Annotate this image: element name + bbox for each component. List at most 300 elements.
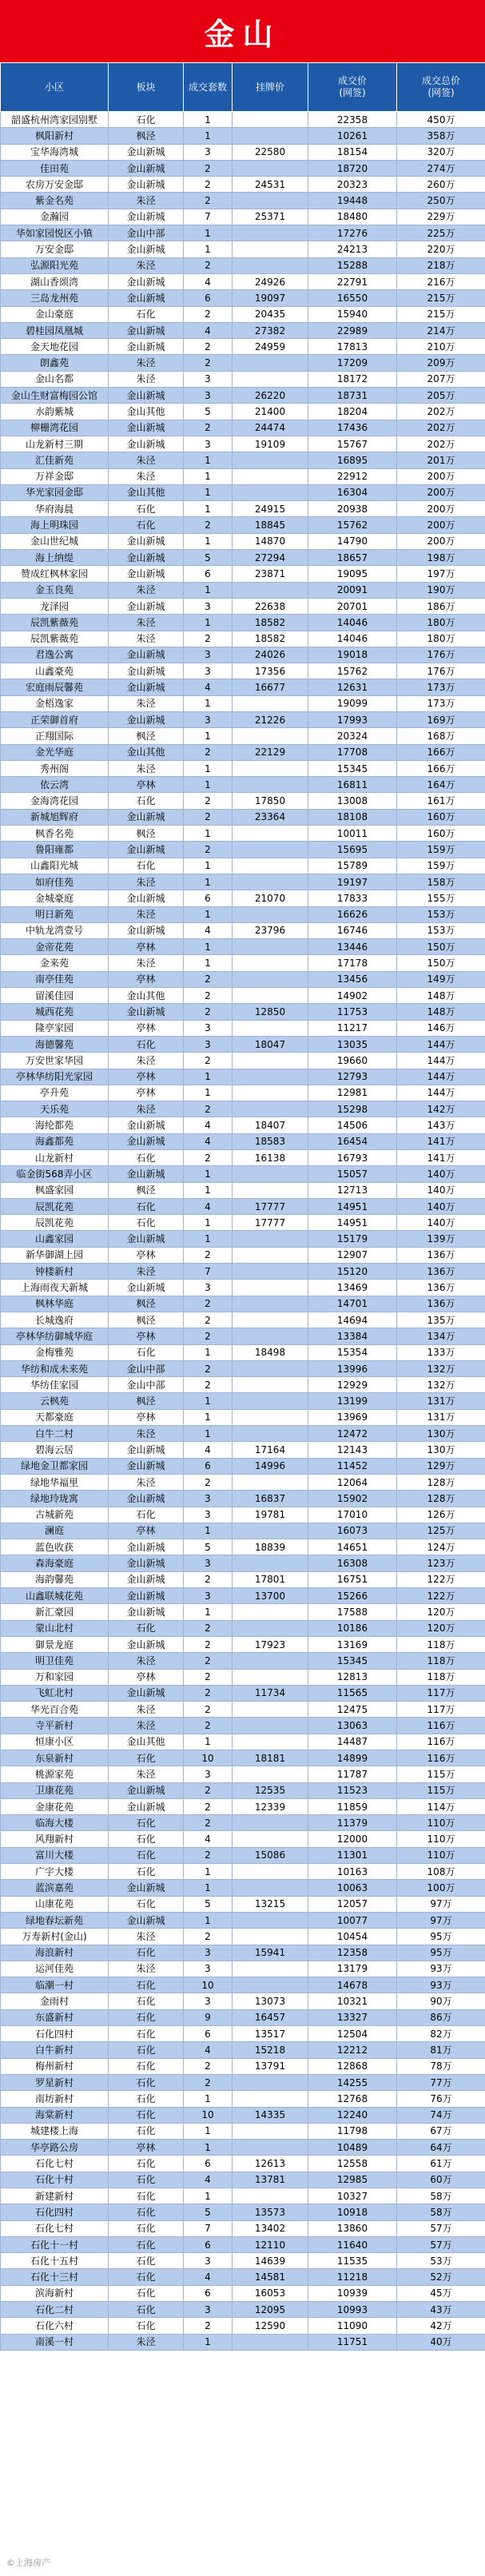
cell-deal-count: 2 [184,1815,233,1831]
cell-listing-price [233,582,308,598]
cell-community: 朗鑫苑 [1,355,109,371]
cell-listing-price [233,1426,308,1442]
cell-deal-count: 4 [184,2269,233,2285]
cell-community: 水韵紫城 [1,404,109,420]
table-row [1,339,485,355]
cell-deal-total-price: 201万 [397,452,485,468]
cell-deal-unit-price: 12212 [308,2042,397,2058]
cell-district: 金山新城 [109,436,184,452]
cell-district: 金山新城 [109,1782,184,1798]
cell-deal-count: 2 [184,257,233,273]
table-row [1,647,485,663]
cell-listing-price [233,1523,308,1539]
cell-deal-count: 2 [184,793,233,809]
cell-district: 石化 [109,1507,184,1523]
cell-listing-price [233,1264,308,1280]
table-row [1,2042,485,2058]
cell-listing-price: 16457 [233,2009,308,2025]
header-community: 小区 [1,63,109,112]
cell-deal-total-price: 169万 [397,711,485,727]
cell-deal-count: 1 [184,1912,233,1928]
cell-deal-unit-price: 18720 [308,160,397,176]
page-title: 金山 [0,0,485,62]
table-row [1,2220,485,2236]
cell-district: 石化 [109,306,184,322]
table-row [1,550,485,566]
cell-deal-total-price: 200万 [397,484,485,500]
cell-community: 新城旭辉府 [1,809,109,825]
cell-district: 朱泾 [109,615,184,631]
cell-community: 城建楼上海 [1,2123,109,2139]
table-row [1,971,485,987]
cell-deal-unit-price: 20324 [308,728,397,744]
cell-district: 金山新城 [109,711,184,727]
table-row [1,404,485,420]
watermark: ©上海房产 [6,2558,50,2568]
cell-community: 亭林华纺阳光家园 [1,1069,109,1085]
cell-district: 枫泾 [109,826,184,842]
cell-deal-count: 1 [184,777,233,793]
cell-deal-total-price: 215万 [397,290,485,306]
cell-deal-unit-price: 18204 [308,404,397,420]
cell-listing-price [233,1182,308,1198]
table-row [1,1069,485,1085]
cell-district: 石化 [109,2123,184,2139]
cell-deal-count: 1 [184,501,233,517]
cell-deal-total-price: 136万 [397,1280,485,1296]
cell-deal-total-price: 128万 [397,1474,485,1490]
cell-deal-count: 2 [184,339,233,355]
cell-listing-price [233,2074,308,2090]
cell-district: 枫泾 [109,1182,184,1198]
cell-deal-count: 2 [184,1620,233,1636]
cell-district: 金山新城 [109,1588,184,1604]
cell-deal-count: 1 [184,1166,233,1182]
cell-deal-total-price: 115万 [397,1766,485,1782]
cell-deal-total-price: 209万 [397,355,485,371]
cell-listing-price [233,955,308,971]
cell-deal-total-price: 215万 [397,306,485,322]
table-row [1,517,485,533]
cell-district: 金山新城 [109,1280,184,1296]
cell-deal-total-price: 320万 [397,144,485,160]
cell-deal-count: 3 [184,436,233,452]
cell-deal-total-price: 140万 [397,1215,485,1231]
cell-deal-total-price: 78万 [397,2058,485,2074]
cell-deal-unit-price: 19099 [308,695,397,711]
cell-district: 朱泾 [109,1474,184,1490]
cell-deal-unit-price: 12793 [308,1069,397,1085]
cell-district: 朱泾 [109,1053,184,1069]
transaction-table [0,62,485,2351]
cell-deal-total-price: 225万 [397,225,485,241]
cell-community: 海上纳缇 [1,550,109,566]
cell-deal-total-price: 149万 [397,971,485,987]
cell-deal-count: 3 [184,1507,233,1523]
cell-listing-price: 13517 [233,2026,308,2042]
cell-deal-unit-price: 16751 [308,1571,397,1587]
table-row [1,420,485,436]
cell-community: 万安世家华园 [1,1053,109,1069]
cell-listing-price [233,1101,308,1117]
cell-community: 山鑫联城花苑 [1,1588,109,1604]
cell-community: 富川大楼 [1,1847,109,1863]
cell-deal-count: 7 [184,2220,233,2236]
cell-deal-count: 2 [184,1101,233,1117]
cell-deal-count: 1 [184,582,233,598]
cell-deal-unit-price: 12907 [308,1247,397,1263]
cell-deal-count: 2 [184,517,233,533]
cell-district: 金山其他 [109,484,184,500]
cell-deal-unit-price: 16304 [308,484,397,500]
cell-listing-price: 13215 [233,1896,308,1912]
table-row [1,1588,485,1604]
table-row [1,533,485,549]
cell-district: 朱泾 [109,193,184,209]
cell-deal-unit-price: 18731 [308,388,397,404]
cell-deal-total-price: 128万 [397,1491,485,1507]
cell-listing-price: 16837 [233,1491,308,1507]
cell-community: 桃源家苑 [1,1766,109,1782]
cell-community: 三岛龙州苑 [1,290,109,306]
table-row [1,2074,485,2090]
cell-community: 海棠新村 [1,2107,109,2123]
cell-community: 龙泽园 [1,598,109,614]
cell-deal-unit-price: 16895 [308,452,397,468]
cell-district: 朱泾 [109,1101,184,1117]
cell-deal-total-price: 117万 [397,1702,485,1718]
cell-deal-unit-price: 10186 [308,1620,397,1636]
cell-deal-total-price: 150万 [397,939,485,955]
cell-community: 临潮一村 [1,1977,109,1993]
cell-community: 石化十一村 [1,2236,109,2252]
table-row [1,1718,485,1734]
cell-deal-count: 1 [184,1409,233,1425]
cell-listing-price [233,906,308,922]
cell-deal-unit-price: 11859 [308,1798,397,1814]
cell-district: 朱泾 [109,468,184,484]
cell-community: 临金街568弄小区 [1,1166,109,1182]
cell-listing-price [233,1734,308,1750]
cell-district: 亭林 [109,1020,184,1036]
cell-deal-count: 2 [184,306,233,322]
cell-deal-unit-price: 16626 [308,906,397,922]
cell-listing-price: 12095 [233,2302,308,2318]
cell-deal-total-price: 118万 [397,1653,485,1669]
cell-community: 石化十三村 [1,2269,109,2285]
cell-deal-total-price: 67万 [397,2123,485,2139]
cell-deal-unit-price: 17993 [308,711,397,727]
cell-deal-total-price: 40万 [397,2334,485,2350]
cell-district: 金山新城 [109,1604,184,1620]
cell-deal-count: 2 [184,971,233,987]
cell-community: 华府海晨 [1,501,109,517]
cell-listing-price: 27294 [233,550,308,566]
cell-deal-count: 1 [184,2123,233,2139]
cell-deal-total-price: 125万 [397,1523,485,1539]
cell-deal-total-price: 200万 [397,501,485,517]
cell-deal-total-price: 123万 [397,1555,485,1571]
table-row [1,1458,485,1474]
cell-deal-count: 3 [184,388,233,404]
cell-district: 枫泾 [109,128,184,144]
cell-deal-unit-price: 18657 [308,550,397,566]
cell-listing-price [233,257,308,273]
cell-district: 亭林 [109,1085,184,1101]
cell-deal-count: 4 [184,1831,233,1847]
cell-district: 金山新城 [109,647,184,663]
cell-listing-price [233,939,308,955]
cell-district: 金山新城 [109,177,184,193]
table-row [1,1426,485,1442]
cell-deal-total-price: 100万 [397,1880,485,1896]
cell-community: 新华御湖上园 [1,1247,109,1263]
cell-deal-unit-price: 15767 [308,436,397,452]
cell-deal-unit-price: 19448 [308,193,397,209]
cell-deal-unit-price: 15298 [308,1101,397,1117]
cell-community: 碧桂园凤凰城 [1,322,109,338]
cell-deal-unit-price: 12475 [308,1702,397,1718]
cell-deal-count: 2 [184,193,233,209]
cell-community: 南坊新村 [1,2091,109,2107]
cell-deal-count: 5 [184,1539,233,1555]
cell-deal-unit-price: 13446 [308,939,397,955]
cell-deal-total-price: 197万 [397,566,485,582]
cell-deal-total-price: 200万 [397,517,485,533]
cell-deal-total-price: 142万 [397,1101,485,1117]
table-row [1,1880,485,1896]
cell-deal-total-price: 117万 [397,1685,485,1701]
cell-listing-price [233,1604,308,1620]
cell-deal-count: 1 [184,452,233,468]
table-row [1,598,485,614]
cell-listing-price: 14996 [233,1458,308,1474]
cell-district: 朱泾 [109,355,184,371]
cell-deal-total-price: 202万 [397,420,485,436]
cell-community: 白牛新村 [1,2042,109,2058]
cell-community: 华如家园悦区小镇 [1,225,109,241]
table-row [1,874,485,890]
cell-district: 石化 [109,2285,184,2301]
cell-community: 新建新村 [1,2188,109,2204]
cell-deal-count: 3 [184,1020,233,1036]
cell-listing-price [233,452,308,468]
cell-district: 金山新城 [109,1798,184,1814]
cell-listing-price [233,1864,308,1880]
cell-deal-unit-price: 16073 [308,1523,397,1539]
cell-district: 朱泾 [109,906,184,922]
cell-deal-count: 4 [184,1117,233,1133]
cell-deal-unit-price: 17588 [308,1604,397,1620]
table-row [1,144,485,160]
cell-deal-unit-price: 15695 [308,842,397,858]
cell-deal-count: 7 [184,1264,233,1280]
table-row [1,1734,485,1750]
cell-community: 蓝滨嘉苑 [1,1880,109,1896]
cell-deal-count: 3 [184,1961,233,1977]
cell-deal-total-price: 229万 [397,209,485,225]
cell-deal-total-price: 216万 [397,273,485,289]
cell-deal-count: 1 [184,225,233,241]
table-row [1,695,485,711]
cell-deal-count: 1 [184,2140,233,2156]
cell-district: 朱泾 [109,1653,184,1669]
cell-listing-price: 23364 [233,809,308,825]
cell-deal-total-price: 57万 [397,2236,485,2252]
table-row [1,1847,485,1863]
cell-listing-price: 13781 [233,2172,308,2188]
table-row [1,290,485,306]
cell-listing-price: 12110 [233,2236,308,2252]
cell-listing-price [233,1831,308,1847]
cell-listing-price: 18839 [233,1539,308,1555]
cell-deal-unit-price: 13035 [308,1036,397,1052]
cell-district: 枫泾 [109,1312,184,1328]
cell-community: 留溪佳园 [1,988,109,1004]
cell-deal-unit-price: 15354 [308,1344,397,1360]
cell-deal-unit-price: 12000 [308,1831,397,1847]
cell-deal-total-price: 110万 [397,1847,485,1863]
cell-deal-total-price: 260万 [397,177,485,193]
cell-deal-total-price: 120万 [397,1620,485,1636]
cell-deal-total-price: 148万 [397,1004,485,1020]
table-row [1,1393,485,1409]
cell-deal-count: 2 [184,160,233,176]
cell-deal-unit-price: 17010 [308,1507,397,1523]
cell-deal-count: 2 [184,1782,233,1798]
cell-community: 山鑫阳光城 [1,858,109,874]
cell-community: 湖山香颂湾 [1,273,109,289]
cell-deal-total-price: 139万 [397,1231,485,1247]
cell-district: 金山中部 [109,225,184,241]
cell-district: 金山新城 [109,1166,184,1182]
cell-listing-price: 17923 [233,1636,308,1652]
cell-district: 金山新城 [109,842,184,858]
cell-deal-unit-price: 10454 [308,1929,397,1945]
cell-deal-total-price: 190万 [397,582,485,598]
cell-deal-total-price: 140万 [397,1198,485,1214]
cell-deal-total-price: 97万 [397,1896,485,1912]
cell-deal-unit-price: 13169 [308,1636,397,1652]
cell-listing-price [233,777,308,793]
cell-deal-count: 2 [184,631,233,647]
cell-deal-total-price: 176万 [397,663,485,679]
cell-community: 东泉新村 [1,1750,109,1766]
cell-deal-unit-price: 15266 [308,1588,397,1604]
cell-deal-unit-price: 12868 [308,2058,397,2074]
cell-deal-unit-price: 13008 [308,793,397,809]
cell-community: 中轨龙湾壹号 [1,922,109,938]
cell-deal-total-price: 136万 [397,1247,485,1263]
table-row [1,1685,485,1701]
cell-district: 金山其他 [109,744,184,760]
cell-community: 山龙新村三期 [1,436,109,452]
cell-district: 朱泾 [109,1264,184,1280]
cell-listing-price: 13700 [233,1588,308,1604]
cell-district: 石化 [109,2302,184,2318]
cell-deal-unit-price: 17436 [308,420,397,436]
table-row [1,988,485,1004]
table-row [1,371,485,387]
cell-listing-price [233,241,308,257]
cell-district: 金山新城 [109,1133,184,1149]
cell-deal-count: 2 [184,1312,233,1328]
cell-deal-unit-price: 13969 [308,1409,397,1425]
cell-district: 朱泾 [109,452,184,468]
cell-deal-count: 4 [184,273,233,289]
cell-deal-count: 1 [184,1523,233,1539]
cell-deal-total-price: 155万 [397,890,485,906]
cell-community: 石化十五村 [1,2253,109,2269]
cell-deal-total-price: 42万 [397,2318,485,2334]
cell-listing-price: 23796 [233,922,308,938]
cell-deal-count: 2 [184,1377,233,1393]
cell-deal-total-price: 202万 [397,404,485,420]
cell-deal-count: 2 [184,177,233,193]
cell-listing-price [233,484,308,500]
cell-community: 华亭路公房 [1,2140,109,2156]
cell-deal-total-price: 124万 [397,1539,485,1555]
cell-community: 金瀚园 [1,209,109,225]
cell-deal-count: 2 [184,355,233,371]
cell-district: 朱泾 [109,631,184,647]
cell-district: 朱泾 [109,1766,184,1782]
cell-listing-price [233,468,308,484]
cell-deal-total-price: 131万 [397,1409,485,1425]
cell-listing-price [233,1815,308,1831]
cell-deal-count: 2 [184,1150,233,1166]
cell-deal-unit-price: 22358 [308,112,397,128]
cell-listing-price [233,1620,308,1636]
cell-community: 枫林华庭 [1,1296,109,1312]
cell-deal-unit-price: 10489 [308,2140,397,2156]
cell-deal-count: 2 [184,1718,233,1734]
cell-listing-price: 16138 [233,1150,308,1166]
cell-community: 金梧逸家 [1,695,109,711]
cell-district: 石化 [109,2058,184,2074]
cell-deal-total-price: 164万 [397,777,485,793]
cell-listing-price: 24026 [233,647,308,663]
cell-deal-unit-price: 17813 [308,339,397,355]
cell-community: 枫香名苑 [1,826,109,842]
cell-listing-price: 15941 [233,1945,308,1961]
cell-listing-price [233,728,308,744]
cell-deal-total-price: 110万 [397,1831,485,1847]
table-row [1,1782,485,1798]
table-row [1,939,485,955]
cell-listing-price [233,1020,308,1036]
cell-district: 石化 [109,1896,184,1912]
cell-district: 朱泾 [109,2334,184,2350]
cell-listing-price: 24531 [233,177,308,193]
cell-deal-unit-price: 14951 [308,1198,397,1214]
cell-district: 金山新城 [109,1912,184,1928]
cell-deal-count: 5 [184,2204,233,2220]
cell-deal-unit-price: 13179 [308,1961,397,1977]
cell-deal-unit-price: 13327 [308,2009,397,2025]
cell-listing-price [233,2334,308,2350]
cell-listing-price [233,1912,308,1928]
cell-district: 亭林 [109,1069,184,1085]
cell-listing-price: 27382 [233,322,308,338]
cell-district: 石化 [109,1847,184,1863]
cell-deal-count: 5 [184,1896,233,1912]
cell-district: 朱泾 [109,257,184,273]
cell-deal-total-price: 141万 [397,1133,485,1149]
cell-deal-count: 3 [184,1945,233,1961]
cell-district: 金山新城 [109,1117,184,1133]
cell-community: 东盛新村 [1,2009,109,2025]
